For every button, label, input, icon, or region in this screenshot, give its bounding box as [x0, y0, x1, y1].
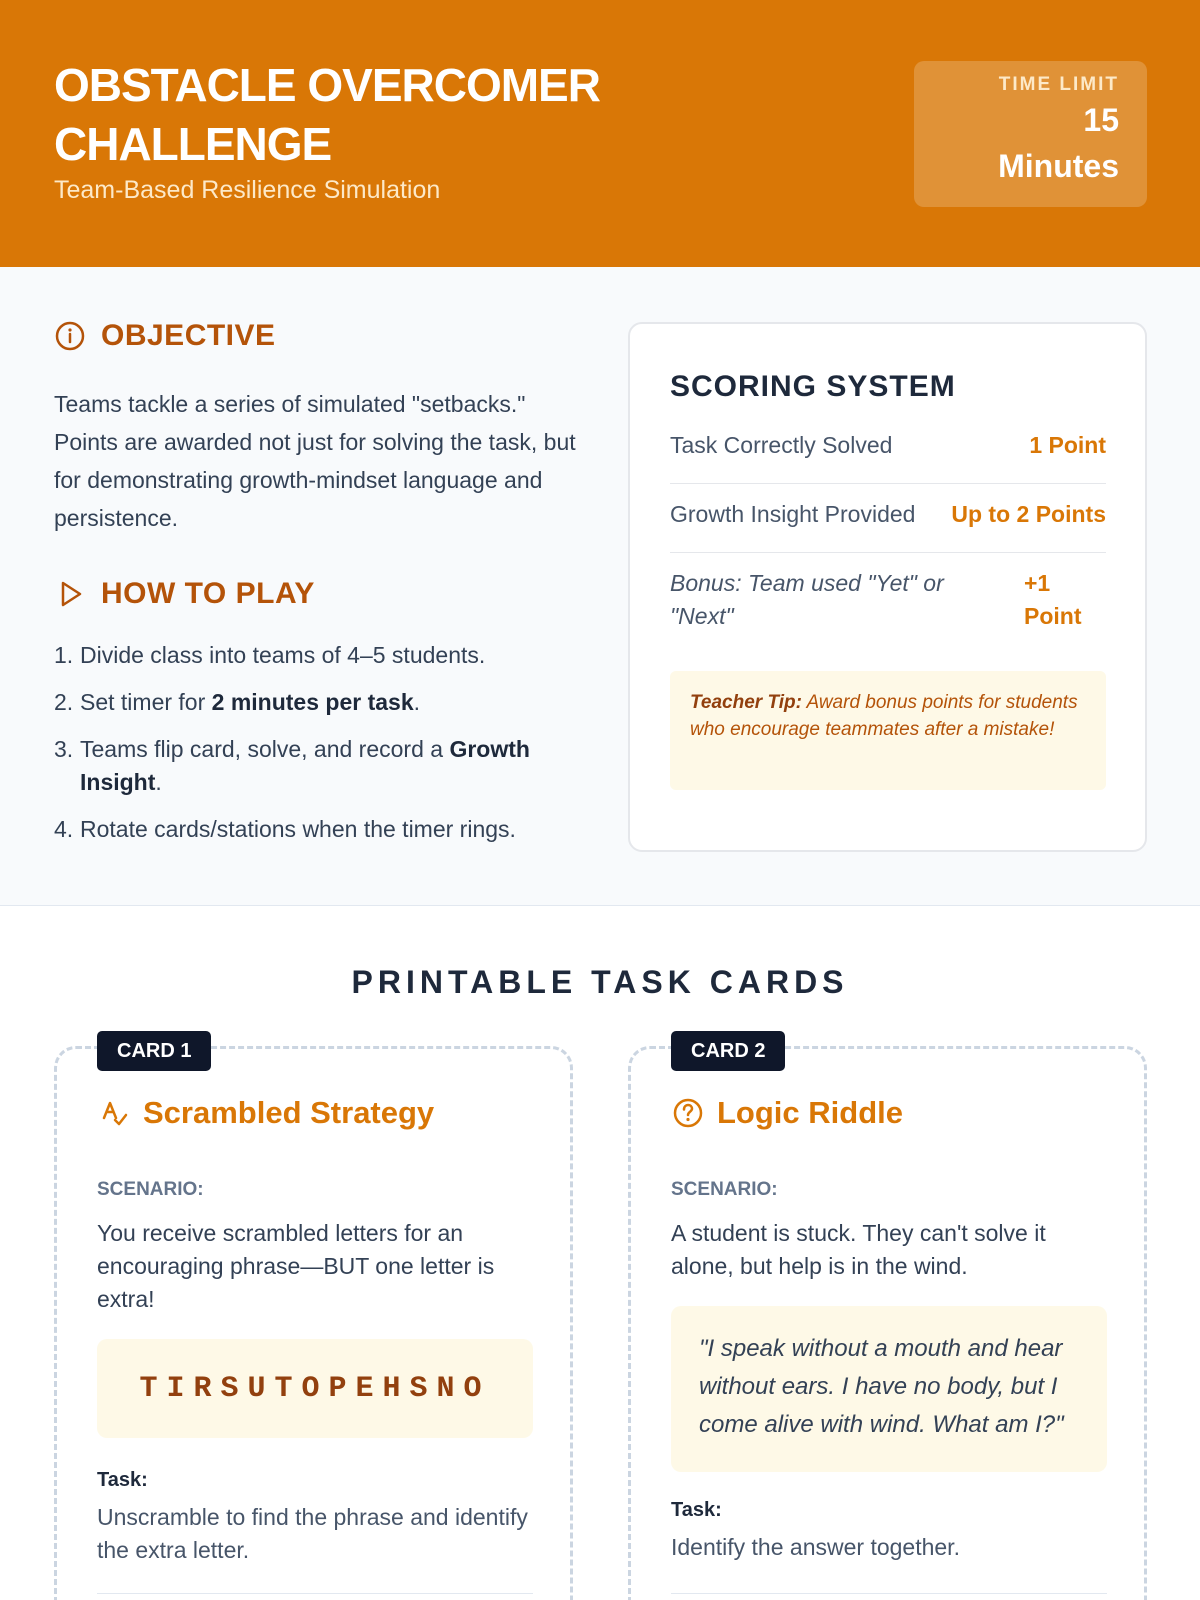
teacher-tip-label: Teacher Tip:	[690, 692, 802, 713]
card-name: Scrambled Strategy	[143, 1095, 435, 1130]
how-to-play-steps	[54, 639, 594, 860]
task-text: Identify the answer together.	[671, 1534, 960, 1560]
scoring-row-label: Bonus: Team used "Yet" or "Next"	[670, 570, 944, 629]
card-tab: CARD 2	[671, 1031, 785, 1071]
task-label: Task:	[671, 1499, 722, 1521]
page-title: OBSTACLE OVERCOMER CHALLENGE	[54, 59, 600, 170]
teacher-tip	[670, 671, 1106, 790]
scoring-row-label: Growth Insight Provided	[670, 501, 916, 527]
teacher-tip-text: Award bonus points for students who encourage teammates after a mistake!	[690, 692, 1078, 740]
scoring-row-label: Task Correctly Solved	[670, 432, 893, 458]
scoring-card	[628, 322, 1147, 852]
intro-section	[0, 267, 1200, 906]
scenario-text: A student is stuck. They can't solve it alone, but help is in the wind.	[671, 1220, 1046, 1279]
task-cards-title: PRINTABLE TASK CARDS	[351, 964, 849, 1000]
objective-heading-label: OBJECTIVE	[101, 319, 276, 352]
how-to-play-heading-label: HOW TO PLAY	[101, 577, 315, 610]
spell-check-icon	[97, 1096, 131, 1130]
task-card	[628, 1039, 1147, 1600]
objective-text: Teams tackle a series of simulated "setbacks." Points are awarded not just for solving the task, but for demonstrating growth-mindset language and persistence.	[54, 391, 576, 531]
step-item: 3. Teams flip card, solve, and record a Growth Insight.	[54, 736, 530, 795]
scoring-row	[670, 498, 1106, 553]
time-limit-value: 15 Minutes	[998, 102, 1119, 184]
header-banner	[0, 0, 1200, 267]
card-divider	[671, 1593, 1107, 1594]
scenario-label: SCENARIO:	[97, 1179, 204, 1200]
time-limit-label: TIME LIMIT	[998, 74, 1119, 95]
scenario-text: You receive scrambled letters for an encouraging phrase—BUT one letter is extra!	[97, 1220, 495, 1312]
question-circle-icon	[671, 1096, 705, 1130]
play-icon	[54, 578, 86, 610]
riddle-text: "I speak without a mouth and hear without ears. I have no body, but I come alive with wind. What am I?"	[671, 1306, 1107, 1472]
scrambled-letters: TIRSUTOPEHSNO	[97, 1339, 533, 1438]
page-subtitle: Team-Based Resilience Simulation	[54, 176, 441, 204]
scenario-label: SCENARIO:	[671, 1179, 778, 1200]
time-limit-box	[914, 61, 1147, 207]
scoring-row-value: +1 Point	[1024, 570, 1082, 629]
scoring-row-value: 1 Point	[1029, 432, 1106, 458]
how-to-play-heading	[54, 577, 315, 611]
scoring-row	[670, 429, 1106, 484]
step-item: 1. Divide class into teams of 4–5 students.	[54, 642, 486, 668]
task-card	[54, 1039, 573, 1600]
info-circle-icon	[54, 320, 86, 352]
card-divider	[97, 1593, 533, 1594]
card-name: Logic Riddle	[717, 1095, 903, 1130]
objective-heading	[54, 319, 276, 353]
step-item: 2. Set timer for 2 minutes per task.	[54, 689, 421, 715]
card-heading	[671, 1095, 903, 1131]
scoring-row-bonus	[670, 567, 1106, 633]
step-item: 4. Rotate cards/stations when the timer rings.	[54, 816, 516, 842]
scoring-row-value: Up to 2 Points	[951, 501, 1106, 527]
card-heading	[97, 1095, 434, 1131]
card-tab: CARD 1	[97, 1031, 211, 1071]
task-label: Task:	[97, 1469, 148, 1491]
scoring-title: SCORING SYSTEM	[670, 370, 956, 403]
task-text: Unscramble to find the phrase and identify the extra letter.	[97, 1504, 528, 1563]
